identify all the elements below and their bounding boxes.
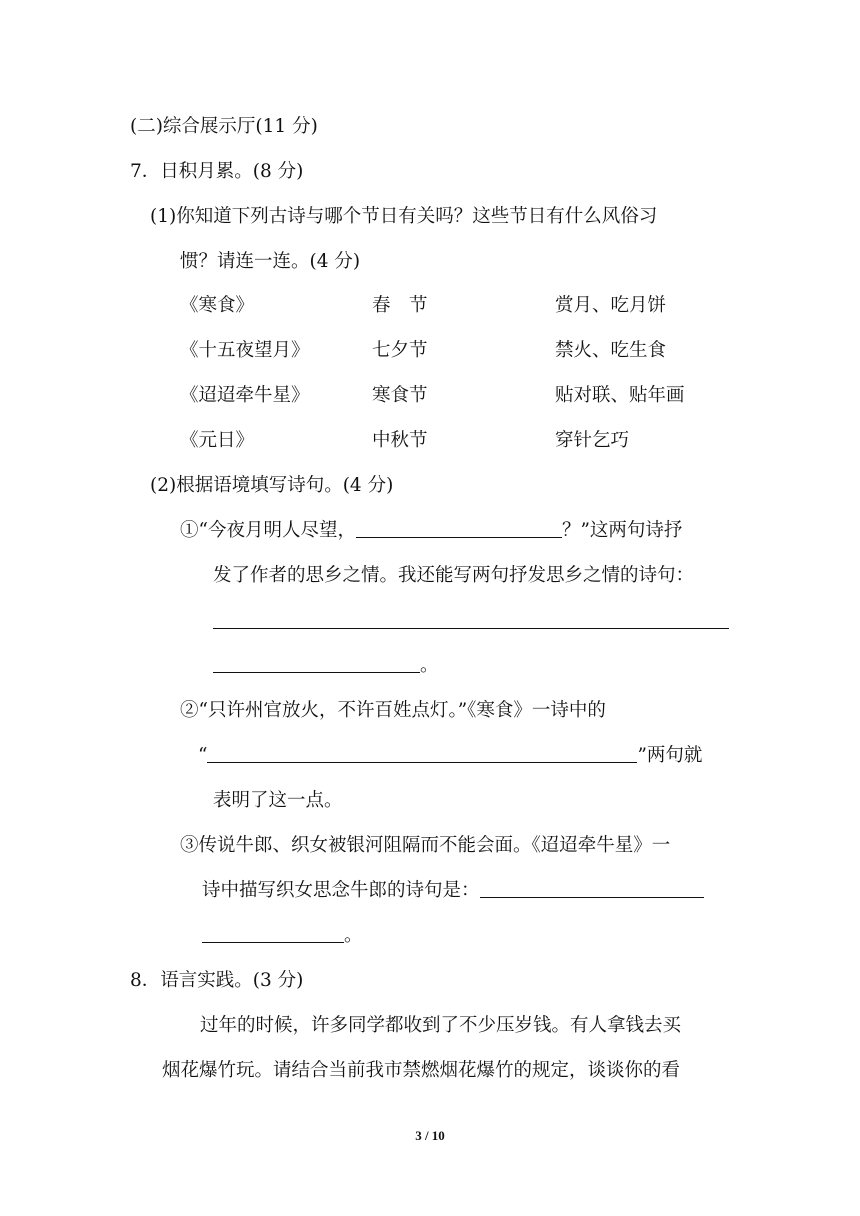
q7-item3-text: 诗中描写织女思念牛郎的诗句是： [202,880,480,901]
page-number: 3 / 10 [415,1128,445,1143]
q7-item2-close: ”两句就 [637,745,703,766]
q7-item1-end: 。 [420,655,439,676]
festival-item: 寒食节 [372,385,428,406]
custom-item: 穿针乞巧 [555,430,630,451]
answer-blank[interactable] [202,924,344,943]
custom-item: 赏月、吃月饼 [555,295,667,316]
q7-item2-line2 [198,743,702,769]
q7-item2-line1: ②“只许州官放火，不许百姓点灯。”《寒食》一诗中的 [180,700,606,721]
answer-blank[interactable] [480,879,704,898]
q7-item1-text-b: ？”这两句诗抒 [561,520,683,541]
q7-item1-line4 [213,653,439,679]
q7-title: 7．日积月累。(8 分) [130,161,304,182]
festival-item: 七夕节 [372,340,428,361]
poem-item: 《寒食》 [180,295,255,316]
answer-blank[interactable] [356,519,562,538]
q7-item3-line1: ③传说牛郎、织女被银河阻隔而不能会面。《迢迢牵牛星》一 [180,835,671,856]
q7-item1-line1 [180,518,682,544]
custom-item: 禁火、吃生食 [555,340,667,361]
festival-item: 中秋节 [372,430,428,451]
poem-item: 《迢迢牵牛星》 [180,385,310,406]
q7-item3-end: 。 [344,925,363,946]
q8-line1: 过年的时候，许多同学都收到了不少压岁钱。有人拿钱去买 [200,1015,682,1036]
custom-item: 贴对联、贴年画 [555,385,685,406]
section-title: (二)综合展示厅(11 分) [130,116,318,137]
answer-blank[interactable] [207,744,637,763]
q7-part1-line1: (1)你知道下列古诗与哪个节日有关吗？这些节日有什么风俗习 [150,206,658,227]
q7-item2-line3: 表明了这一点。 [213,790,343,811]
poem-item: 《元日》 [180,430,255,451]
q7-part2-title: (2)根据语境填写诗句。(4 分) [150,475,394,496]
q8-title: 8．语言实践。(3 分) [130,970,304,991]
festival-item: 春 节 [372,295,428,316]
q7-item1-line2: 发了作者的思乡之情。我还能写两句抒发思乡之情的诗句： [213,565,695,586]
q7-item1-text-a: ①“今夜月明人尽望， [180,520,356,541]
answer-blank[interactable] [213,608,729,629]
q8-line2: 烟花爆竹玩。请结合当前我市禁燃烟花爆竹的规定，谈谈你的看 [162,1060,681,1081]
answer-blank[interactable] [213,654,420,673]
q7-item2-open-quote: “ [198,745,208,766]
q7-part1-line2: 惯？请连一连。(4 分) [180,251,361,272]
q7-item3-line2 [202,878,704,904]
poem-item: 《十五夜望月》 [180,340,310,361]
q7-item3-line3 [202,923,363,949]
